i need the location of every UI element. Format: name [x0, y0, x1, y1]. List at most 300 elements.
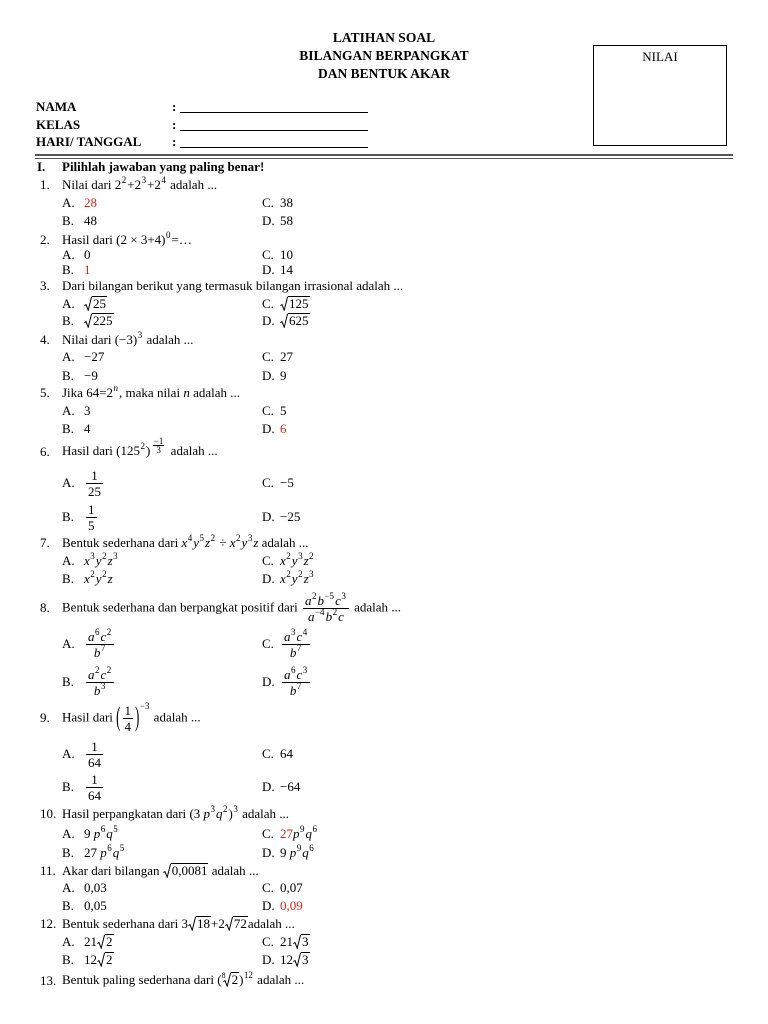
- variable: z: [107, 553, 113, 568]
- option-label: C.: [262, 934, 274, 949]
- exponent: [303, 627, 308, 637]
- variable: b: [317, 592, 324, 608]
- math-text: −4: [314, 606, 325, 617]
- exponent: [211, 804, 216, 814]
- variable: q: [216, 806, 223, 821]
- variable: z: [205, 535, 211, 550]
- math-text: −9: [84, 368, 98, 383]
- class-blank-line: [180, 130, 368, 131]
- section-number: I.: [37, 159, 46, 174]
- math-text: 5: [280, 403, 287, 418]
- variable: q: [112, 845, 120, 860]
- fraction: [86, 626, 114, 660]
- question-13: [40, 972, 304, 990]
- math-text: −25: [280, 509, 301, 524]
- math-text: 3: [156, 445, 161, 456]
- math-text: 3: [291, 626, 296, 637]
- option-label: D.: [262, 262, 275, 277]
- math-text: 14: [280, 262, 293, 277]
- math-text: 3: [341, 590, 346, 601]
- option-value: [280, 296, 310, 312]
- math-text: 2: [102, 569, 107, 579]
- math-text: 3: [309, 569, 314, 579]
- math-text: 27: [280, 349, 293, 364]
- option-7-b: [62, 570, 113, 588]
- option-value: [84, 262, 91, 278]
- math-text: 12: [84, 952, 97, 967]
- math-text: Dari bilangan berikut yang termasuk bilangan irrasional adalah ...: [62, 278, 404, 293]
- exponent: [211, 533, 216, 543]
- math-text: adalah ...: [189, 385, 240, 400]
- marked-answer: 1: [84, 262, 91, 277]
- denominator: [86, 642, 114, 660]
- square-root: [97, 934, 114, 950]
- radicand: [171, 863, 209, 877]
- math-text: 2: [154, 177, 161, 192]
- math-text: Hasil dari: [62, 232, 117, 247]
- option-1-b: [62, 212, 97, 230]
- variable: c: [338, 608, 344, 624]
- root-index: 8: [221, 971, 226, 980]
- numerator: [123, 703, 134, 719]
- denominator: [153, 446, 165, 454]
- radicand: [301, 934, 310, 948]
- math-text: 2: [231, 972, 239, 987]
- option-label: C.: [262, 826, 274, 841]
- exponent: [101, 824, 106, 834]
- variable: x: [280, 553, 286, 568]
- fraction: [153, 437, 165, 454]
- variable: y: [241, 535, 248, 550]
- option-value: [84, 213, 97, 229]
- question-5: [40, 384, 240, 402]
- square-root: [188, 916, 211, 932]
- question-number: 7.: [40, 535, 50, 550]
- math-text: 6: [291, 664, 296, 675]
- marked-answer: 28: [84, 195, 97, 210]
- math-text: 18: [196, 916, 210, 931]
- math-text: 64=2: [86, 385, 114, 400]
- fraction: [86, 468, 103, 499]
- option-label: D.: [262, 779, 275, 794]
- option-value: [280, 626, 312, 660]
- option-value: [280, 664, 312, 698]
- math-text: 1: [91, 467, 98, 483]
- math-text: 0,07: [280, 880, 303, 895]
- option-12-a: [62, 933, 114, 951]
- square-root: [163, 863, 209, 879]
- math-text: (3: [189, 806, 204, 821]
- fraction: [282, 626, 310, 660]
- radical-sign-icon: [293, 952, 301, 967]
- math-text: 12: [243, 970, 253, 980]
- variable: a: [284, 666, 291, 682]
- exponent: [297, 681, 302, 691]
- radicand: [92, 313, 114, 327]
- name-blank-line: [180, 112, 368, 113]
- math-text: 25: [88, 483, 101, 499]
- exponent: [309, 843, 314, 853]
- exponent: [141, 441, 146, 451]
- option-label: A.: [62, 880, 75, 895]
- worksheet-title-line: LATIHAN SOAL: [332, 30, 436, 45]
- question-10: [40, 805, 289, 823]
- option-label: B.: [62, 421, 74, 436]
- math-text: 9: [300, 824, 305, 834]
- option-value: [280, 898, 303, 914]
- option-label: B.: [62, 845, 74, 860]
- math-text: adalah ...: [247, 916, 295, 931]
- worksheet-title-line: BILANGAN BERPANGKAT: [299, 48, 469, 63]
- square-root: [225, 916, 248, 932]
- fraction: [86, 739, 103, 770]
- math-text: 3: [210, 804, 216, 814]
- variable: b: [289, 682, 297, 698]
- option-label: C.: [262, 636, 274, 651]
- question-text: [62, 972, 304, 990]
- math-text: 64: [88, 787, 101, 803]
- question-text: [62, 535, 309, 551]
- option-value: [84, 626, 116, 660]
- option-4-a: [62, 348, 104, 366]
- radical-sign-icon: [97, 952, 105, 967]
- exponent: [341, 591, 346, 601]
- variable: x: [181, 535, 188, 550]
- option-10-b: [62, 844, 125, 862]
- variable: x: [84, 571, 90, 586]
- option-label: D.: [262, 898, 275, 913]
- question-text: [62, 700, 201, 734]
- math-text: 0: [84, 247, 91, 262]
- question-number: 4.: [40, 332, 50, 347]
- option-label: D.: [262, 674, 275, 689]
- question-text: [62, 177, 217, 193]
- variable: z: [107, 571, 113, 586]
- option-label: B.: [62, 898, 74, 913]
- option-label: A.: [62, 826, 75, 841]
- question-number: 13.: [40, 973, 57, 988]
- numerator: [86, 739, 103, 755]
- option-12-b: [62, 951, 114, 969]
- exponent: [297, 843, 302, 853]
- option-11-d: [262, 897, 303, 915]
- math-text: Akar dari bilangan: [62, 863, 163, 878]
- question-7: [40, 534, 309, 552]
- denominator: [86, 788, 103, 803]
- exponent: [90, 569, 95, 579]
- square-root: [84, 296, 107, 312]
- variable: b: [325, 608, 333, 624]
- option-value: [84, 664, 116, 698]
- option-value: [280, 553, 315, 569]
- math-text: 0,0081: [171, 863, 208, 878]
- option-label: A.: [62, 636, 75, 651]
- variable: c: [100, 666, 107, 682]
- exponent: [223, 804, 228, 814]
- option-value: [280, 934, 310, 950]
- variable: b: [289, 644, 297, 660]
- radical-sign-icon: [280, 313, 288, 328]
- option-label: D.: [262, 313, 275, 328]
- score-box: [593, 45, 727, 146]
- math-text: Bentuk sederhana dari 3: [62, 916, 188, 931]
- math-text: 5: [113, 824, 118, 834]
- variable: z: [253, 535, 259, 550]
- math-text: 3: [302, 664, 308, 675]
- variable: a: [284, 628, 291, 644]
- variable: y: [193, 535, 200, 550]
- math-text: 2: [106, 626, 112, 637]
- option-label: B.: [62, 952, 74, 967]
- square-root: [97, 952, 114, 968]
- option-label: A.: [62, 553, 75, 568]
- option-10-c: [262, 825, 318, 843]
- option-label: B.: [62, 313, 74, 328]
- variable: a: [88, 666, 95, 682]
- question-text: [62, 806, 289, 822]
- variable: p: [203, 806, 211, 821]
- math-text: 9: [280, 845, 290, 860]
- math-text: 12: [280, 952, 293, 967]
- option-3-b: [62, 312, 114, 330]
- question-8: [40, 588, 401, 628]
- math-text: 1: [88, 501, 95, 517]
- option-1-a: [62, 194, 97, 212]
- math-text: Jika: [62, 385, 87, 400]
- math-text: 6: [107, 843, 112, 853]
- exponent: [101, 681, 106, 691]
- math-text: 5: [119, 843, 125, 853]
- math-text: +: [127, 177, 135, 192]
- field-label-class: KELAS: [36, 117, 81, 132]
- option-1-c: [262, 194, 293, 212]
- math-text: adalah ...: [167, 442, 218, 458]
- option-9-c: [262, 745, 293, 763]
- option-label: A.: [62, 195, 75, 210]
- denominator: [282, 642, 310, 660]
- math-text: 2: [298, 569, 303, 579]
- question-text: [62, 590, 402, 624]
- square-root: [280, 313, 310, 329]
- math-text: 3: [302, 952, 309, 967]
- math-text: =…: [171, 232, 192, 247]
- radical-sign-icon: [225, 916, 233, 931]
- option-1-d: [262, 212, 293, 230]
- math-text: 5: [88, 517, 95, 533]
- math-text: 1: [91, 771, 98, 787]
- math-text: ): [239, 972, 244, 987]
- math-text: 2: [102, 551, 107, 561]
- math-text: 21: [84, 934, 97, 949]
- exponent: [291, 627, 296, 637]
- math-text: adalah ...: [238, 806, 290, 821]
- math-text: 2: [95, 664, 100, 675]
- math-text: 1: [124, 702, 131, 718]
- question-text: [62, 332, 193, 348]
- question-1: [40, 176, 217, 194]
- question-text: [62, 385, 240, 401]
- field-colon: :: [172, 117, 177, 132]
- math-text: 3: [302, 934, 309, 949]
- math-text: ): [146, 442, 151, 458]
- math-text: 2: [332, 606, 338, 617]
- exponent: [309, 551, 314, 561]
- exponent: [95, 627, 100, 637]
- variable: x: [229, 535, 236, 550]
- radicand: [92, 296, 107, 310]
- option-8-d: [262, 662, 312, 702]
- math-text: 3: [100, 680, 106, 691]
- fraction: [123, 703, 134, 734]
- math-text: 2: [140, 440, 145, 451]
- numerator: [303, 590, 349, 609]
- option-label: B.: [62, 262, 74, 277]
- radicand: [196, 916, 211, 930]
- option-value: [84, 952, 114, 968]
- math-text: 21: [280, 934, 293, 949]
- worksheet-title-line: DAN BENTUK AKAR: [317, 66, 450, 81]
- option-value: [84, 845, 125, 861]
- option-value: [280, 368, 287, 384]
- marked-answer: 27: [280, 826, 293, 841]
- math-text: 3: [137, 330, 143, 340]
- radical-sign-icon: [163, 863, 171, 878]
- option-label: C.: [262, 195, 274, 210]
- numerator: [86, 502, 97, 518]
- math-text: 1: [91, 738, 98, 754]
- radicand: [105, 952, 114, 966]
- math-text: 3: [298, 551, 303, 561]
- question-12: [40, 915, 295, 933]
- math-text: 9: [84, 826, 94, 841]
- radical-sign-icon: [188, 916, 196, 931]
- option-7-a: [62, 552, 119, 570]
- option-3-a: [62, 295, 107, 313]
- exponent: [303, 665, 308, 675]
- math-text: 7: [296, 642, 302, 653]
- math-text: 3: [90, 551, 95, 561]
- square-root: [84, 313, 114, 329]
- score-label: NILAI: [642, 49, 678, 64]
- denominator: [86, 680, 114, 698]
- math-text: 9: [296, 843, 302, 853]
- math-text: adalah ...: [166, 177, 218, 192]
- fraction: [86, 772, 103, 803]
- math-text: 2: [134, 177, 142, 192]
- option-7-d: [262, 570, 315, 588]
- option-value: [280, 213, 293, 229]
- option-11-a: [62, 879, 107, 897]
- math-text: 2: [90, 569, 95, 579]
- denominator: [123, 719, 134, 734]
- exponent: [236, 533, 241, 543]
- option-value: [84, 403, 91, 419]
- math-text: adalah ...: [150, 708, 201, 724]
- option-10-d: [262, 844, 315, 862]
- math-text: Bentuk sederhana dan berpangkat positif dari: [62, 598, 301, 614]
- math-text: adalah ...: [208, 863, 259, 878]
- math-text: 10: [280, 247, 293, 262]
- option-value: [280, 571, 315, 587]
- exponent: [286, 569, 291, 579]
- variable: z: [303, 571, 309, 586]
- math-text: 125: [289, 296, 309, 311]
- option-12-c: [262, 933, 310, 951]
- option-value: [280, 262, 293, 278]
- math-text: −1: [153, 436, 164, 447]
- option-value: [280, 880, 303, 896]
- variable: c: [100, 628, 107, 644]
- math-text: 2: [121, 175, 127, 185]
- math-text: 3: [84, 403, 91, 418]
- option-label: D.: [262, 213, 275, 228]
- variable: y: [291, 571, 298, 586]
- variable: p: [100, 845, 107, 860]
- option-label: B.: [62, 509, 74, 524]
- exponent: [333, 607, 338, 617]
- math-text: 2: [210, 533, 216, 543]
- math-text: 64: [280, 746, 293, 761]
- exponent: [107, 843, 112, 853]
- option-6-c: [262, 474, 294, 492]
- exponent: [113, 551, 118, 561]
- question-number: 3.: [40, 278, 50, 293]
- option-label: B.: [62, 674, 74, 689]
- math-text: 64: [88, 754, 101, 770]
- math-text: ): [228, 806, 233, 821]
- variable: p: [293, 826, 300, 841]
- math-text: 25: [93, 296, 106, 311]
- option-label: C.: [262, 296, 274, 311]
- date-blank-line: [180, 147, 368, 148]
- option-9-d: [262, 778, 300, 796]
- marked-answer: 0,09: [280, 898, 303, 913]
- math-text: adalah ...: [258, 535, 309, 550]
- option-label: A.: [62, 403, 75, 418]
- option-4-c: [262, 348, 293, 366]
- option-value: [280, 195, 293, 211]
- exponent: [298, 551, 303, 561]
- question-4: [40, 331, 193, 349]
- option-value: [280, 403, 287, 419]
- variable: q: [305, 826, 312, 841]
- question-number: 8.: [40, 600, 50, 615]
- option-value: [84, 502, 99, 533]
- variable: b: [93, 644, 101, 660]
- math-text: 4: [187, 533, 193, 543]
- exponent: [298, 569, 303, 579]
- option-label: D.: [262, 421, 275, 436]
- option-label: B.: [62, 779, 74, 794]
- question-number: 12.: [40, 916, 57, 931]
- math-text: 2: [106, 934, 113, 949]
- option-label: B.: [62, 571, 74, 586]
- option-4-b: [62, 367, 98, 385]
- variable: a: [88, 628, 95, 644]
- exponent: [113, 824, 118, 834]
- math-text: (: [217, 972, 222, 987]
- math-text: −5: [280, 475, 294, 490]
- option-label: C.: [262, 349, 274, 364]
- option-label: A.: [62, 475, 75, 490]
- variable: y: [95, 553, 102, 568]
- option-3-d: [262, 312, 310, 330]
- math-text: +2: [210, 916, 225, 931]
- math-text: 2: [286, 551, 291, 561]
- option-5-a: [62, 402, 91, 420]
- option-value: [280, 313, 310, 329]
- math-text: (−3): [114, 332, 138, 347]
